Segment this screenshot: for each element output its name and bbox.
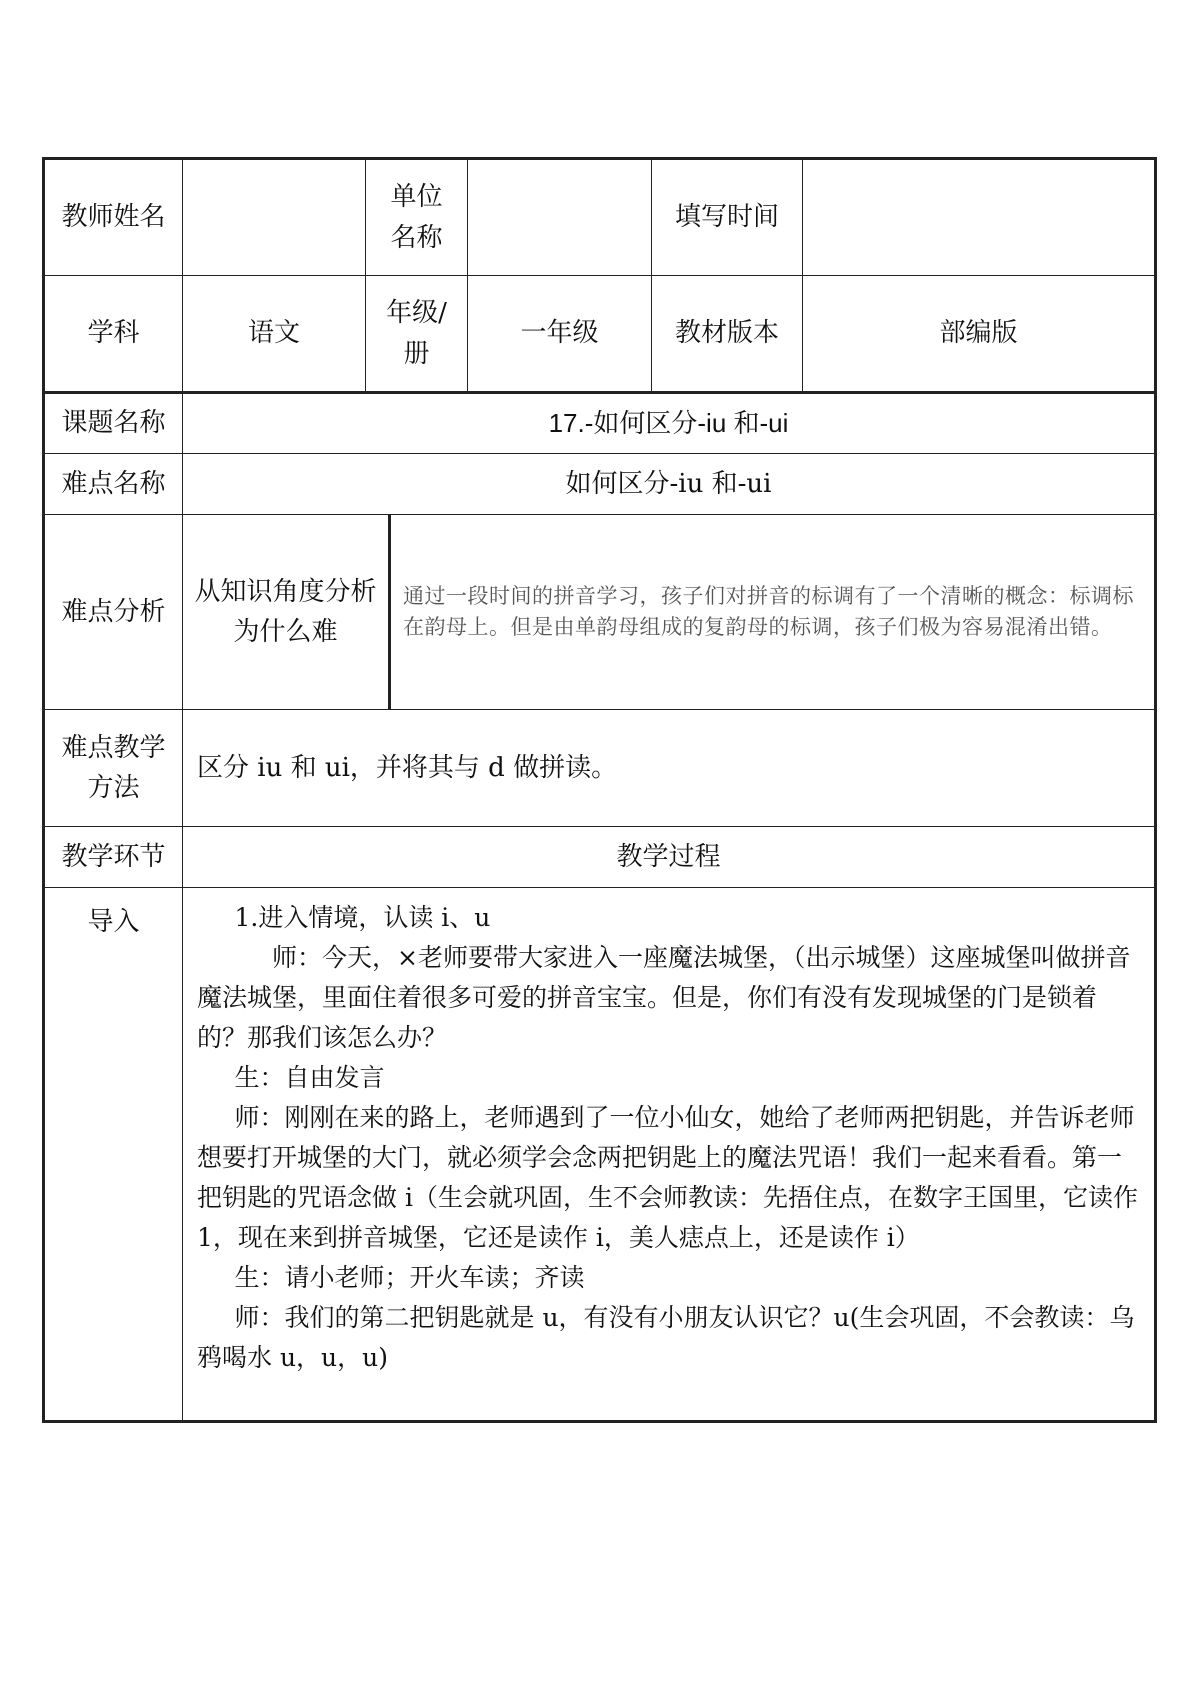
textbook-value: 部编版 [803, 276, 1156, 393]
topic-label: 课题名称 [44, 393, 183, 454]
method-text: 区分 iu 和 ui，并将其与 d 做拼读。 [183, 710, 1156, 827]
intro-stage-label: 导入 [44, 888, 183, 1422]
analysis-sub-label: 从知识角度分析为什么难 [183, 515, 391, 709]
intro-paragraph: 1.进入情境，认读 i、u [234, 903, 491, 932]
analysis-content [183, 515, 1156, 710]
subject-label: 学科 [44, 276, 183, 393]
header-row-2 [44, 276, 1156, 393]
unit-name-label: 单位名称 [366, 159, 468, 276]
topic-row [44, 393, 1156, 454]
grade-value: 一年级 [468, 276, 652, 393]
teacher-name-value [183, 159, 366, 276]
topic-value: 17.-如何区分-iu 和-ui [183, 393, 1156, 454]
subject-value: 语文 [183, 276, 366, 393]
process-header-row [44, 827, 1156, 888]
header-row-1 [44, 159, 1156, 276]
intro-paragraph: 师：刚刚在来的路上，老师遇到了一位小仙女，她给了老师两把钥匙，并告诉老师想要打开城堡的大门，就必须学会念两把钥匙上的魔法咒语！我们一起来看看。第一把钥匙的咒语念做 i（生会就巩固，生不会师教读：先捂住点，在数字王国里，它读作 1，现在来到拼音城堡，它还是读作 i，美人痣点上，还是读作 i） [197, 1103, 1138, 1252]
difficulty-value: 如何区分-iu 和-ui [183, 454, 1156, 515]
intro-paragraph: 师：今天，×老师要带大家进入一座魔法城堡，（出示城堡）这座城堡叫做拼音魔法城堡，里面住着很多可爱的拼音宝宝。但是，你们有没有发现城堡的门是锁着的？那我们该怎么办？ [197, 943, 1131, 1052]
grade-label: 年级/册 [366, 276, 468, 393]
method-label: 难点教学方法 [44, 710, 183, 827]
difficulty-label: 难点名称 [44, 454, 183, 515]
difficulty-row [44, 454, 1156, 515]
intro-process [183, 888, 1156, 1422]
textbook-label: 教材版本 [652, 276, 803, 393]
process-header-label: 教学过程 [183, 827, 1156, 888]
intro-paragraph: 生：自由发言 [234, 1063, 385, 1092]
fill-time-label: 填写时间 [652, 159, 803, 276]
analysis-text: 通过一段时间的拼音学习，孩子们对拼音的标调有了一个清晰的概念：标调标在韵母上。但是由单韵母组成的复韵母的标调，孩子们极为容易混淆出错。 [403, 583, 1134, 639]
unit-name-value [468, 159, 652, 276]
analysis-label: 难点分析 [44, 515, 183, 710]
intro-row [44, 888, 1156, 1422]
fill-time-value [803, 159, 1156, 276]
lesson-plan-table [42, 157, 1157, 1423]
stage-header-label: 教学环节 [44, 827, 183, 888]
method-row [44, 710, 1156, 827]
intro-paragraph: 师：我们的第二把钥匙就是 u，有没有小朋友认识它？u(生会巩固，不会教读：乌鸦喝水 u，u，u) [197, 1303, 1135, 1372]
analysis-row [44, 515, 1156, 710]
teacher-name-label: 教师姓名 [44, 159, 183, 276]
lesson-plan-sheet [42, 157, 1154, 1423]
intro-paragraph: 生：请小老师；开火车读；齐读 [234, 1263, 585, 1292]
